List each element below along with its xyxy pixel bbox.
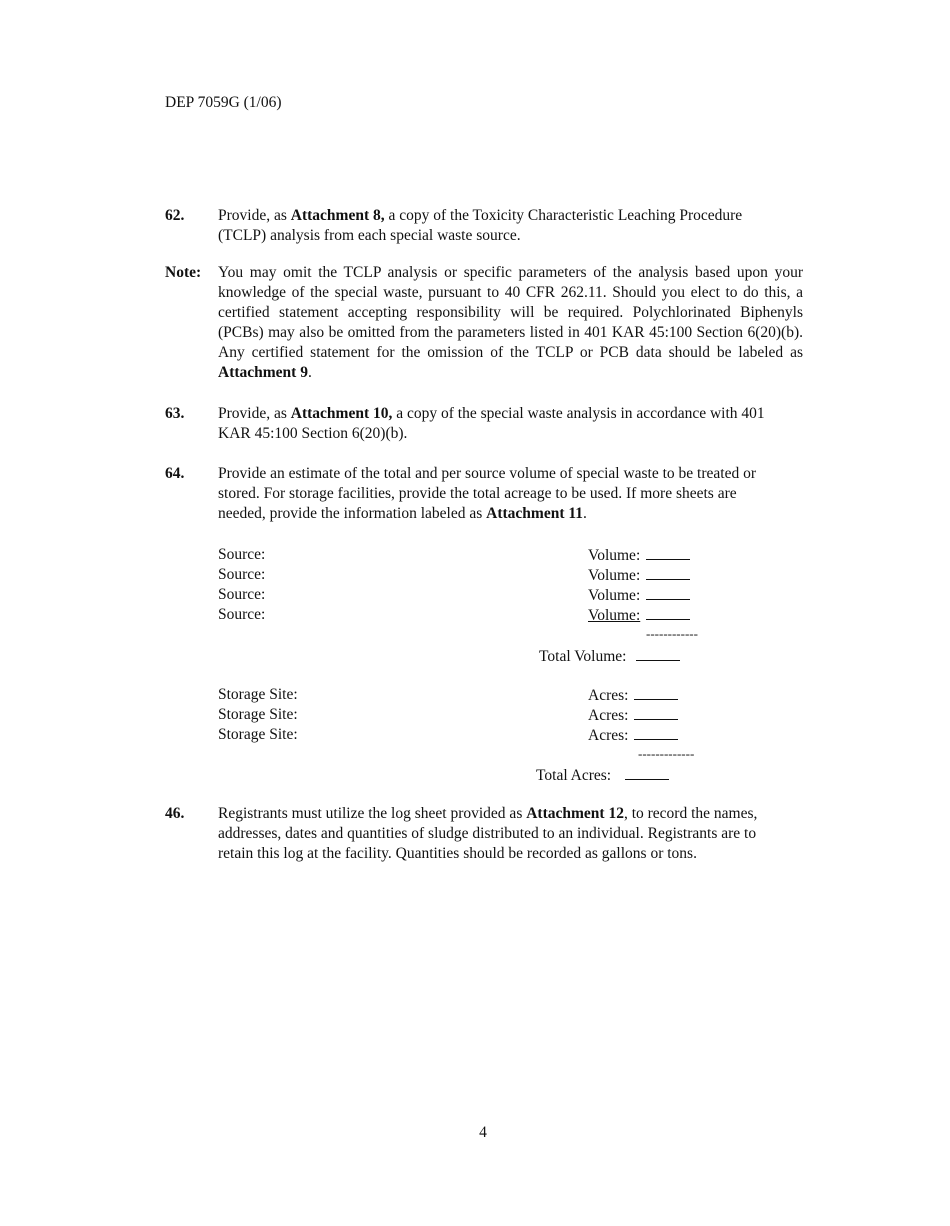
volume-field[interactable]: Volume:: [588, 565, 690, 585]
attachment-ref: Attachment 10,: [290, 405, 393, 422]
source-label: Source:: [218, 606, 266, 623]
page-number: 4: [479, 1124, 487, 1141]
total-acres-blank[interactable]: [625, 765, 669, 780]
note-label: Note:: [165, 264, 202, 281]
acres-field[interactable]: Acres:: [588, 705, 678, 725]
source-label: Source:: [218, 586, 266, 603]
note: [165, 263, 805, 383]
item-number: 63.: [165, 405, 185, 422]
source-label: Source:: [218, 566, 266, 583]
item-text: Registrants must utilize the log sheet provided as Attachment 12, to record the names, addresses, dates and quantities of sludge distributed to an individual. Registrants are to retain this log at the facility. Quantities should be recorded as gallons or tons.: [218, 805, 758, 862]
attachment-ref: Attachment 12: [526, 805, 624, 822]
storage-site-label: Storage Site:: [218, 726, 298, 743]
attachment-ref: Attachment 11: [486, 505, 584, 522]
item-62: [165, 206, 805, 246]
source-list: [218, 545, 265, 625]
item-number: 46.: [165, 805, 185, 822]
item-number: 64.: [165, 465, 185, 482]
volume-separator: ------------: [646, 626, 698, 641]
acres-list: [588, 685, 678, 745]
item-text: Provide, as Attachment 10, a copy of the special waste analysis in accordance with 401 KAR 45:100 Section 6(20)(b).: [218, 405, 765, 442]
total-acres-label: Total Acres:: [536, 767, 612, 784]
volume-blank[interactable]: [646, 605, 690, 620]
form-id: DEP 7059G (1/06): [165, 94, 282, 111]
note-text: You may omit the TCLP analysis or specific parameters of the analysis based upon your knowledge of the special waste, pursuant to 40 CFR 262.11. Should you elect to do this, a certified statement accepting responsibility will be required. Polychlorinated Biphenyls (PCBs) may also be omitted from the parameters listed in 401 KAR 45:100 Section 6(20)(b). Any certified statement for the omission of the TCLP or PCB data should be labeled as Attachment 9.: [218, 264, 803, 381]
source-label: Source:: [218, 546, 266, 563]
acres-blank[interactable]: [634, 685, 678, 700]
volume-blank[interactable]: [646, 565, 690, 580]
acres-field[interactable]: Acres:: [588, 725, 678, 745]
acres-separator: -------------: [638, 746, 695, 761]
acres-blank[interactable]: [634, 705, 678, 720]
item-number: 62.: [165, 207, 185, 224]
attachment-ref: Attachment 8,: [290, 207, 385, 224]
item-text: Provide, as Attachment 8, a copy of the Toxicity Characteristic Leaching Procedure (TCLP) analysis from each special waste source.: [218, 207, 743, 244]
item-46: [165, 804, 805, 884]
volume-field[interactable]: Volume:: [588, 545, 690, 565]
item-text: Provide an estimate of the total and per source volume of special waste to be treated or stored. For storage facilities, provide the total acreage to be used. If more sheets are needed, provide the information labeled as Attachment 11.: [218, 465, 757, 522]
volume-field[interactable]: Volume:: [588, 605, 690, 625]
total-volume-label: Total Volume:: [539, 648, 627, 665]
storage-list: [218, 685, 298, 745]
item-63: [165, 404, 805, 444]
attachment-ref: Attachment 9: [218, 364, 308, 381]
volume-blank[interactable]: [646, 585, 690, 600]
acres-field[interactable]: Acres:: [588, 685, 678, 705]
acres-blank[interactable]: [634, 725, 678, 740]
volume-field[interactable]: Volume:: [588, 585, 690, 605]
total-volume-field[interactable]: [539, 646, 680, 667]
storage-site-label: Storage Site:: [218, 686, 298, 703]
total-acres-field[interactable]: [536, 765, 669, 786]
total-volume-blank[interactable]: [636, 646, 680, 661]
volume-blank[interactable]: [646, 545, 690, 560]
storage-site-label: Storage Site:: [218, 706, 298, 723]
volume-list: [588, 545, 690, 625]
item-64: [165, 464, 805, 524]
